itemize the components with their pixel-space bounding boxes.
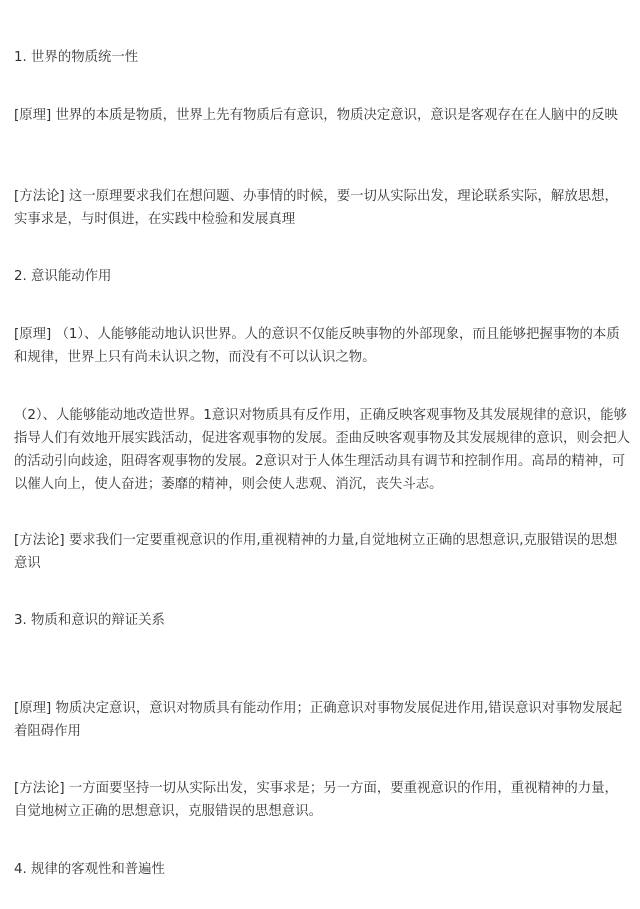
- section-3-heading: 3. 物质和意识的辩证关系: [14, 613, 165, 628]
- section-2-heading: 2. 意识能动作用: [14, 269, 112, 284]
- section-2-method: [方法论] 要求我们一定要重视意识的作用,重视精神的力量,自觉地树立正确的思想意识,克服错误的思想意识: [14, 533, 618, 571]
- section-2-principle-2: （2）、人能够能动地改造世界。1意识对物质具有反作用，正确反映客观事物及其发展规律的意识，能够指导人们有效地开展实践活动，促进客观事物的发展。歪曲反映客观事物及其发展规律的意识，则会把人的活动引向歧途，阻碍客观事物的发展。2意识对于人体生理活动具有调节和控制作用。高昂的精神，可以催人向上，使人奋进；萎靡的精神，则会使人悲观、消沉，丧失斗志。: [14, 408, 630, 492]
- section-3-principle: [原理] 物质决定意识，意识对物质具有能动作用；正确意识对事物发展促进作用,错误意识对事物发展起着阻碍作用: [14, 701, 623, 739]
- section-1-heading: 1. 世界的物质统一性: [14, 50, 139, 65]
- section-1-method: [方法论] 这一原理要求我们在想问题、办事情的时候，要一切从实际出发，理论联系实际，解放思想，实事求是，与时俱进，在实践中检验和发展真理: [14, 189, 618, 227]
- section-3-method: [方法论] 一方面要坚持一切从实际出发，实事求是；另一方面，要重视意识的作用，重视精神的力量，自觉地树立正确的思想意识，克服错误的思想意识。: [14, 781, 618, 819]
- section-2-principle: [原理] （1）、人能够能动地认识世界。人的意识不仅能反映事物的外部现象，而且能够把握事物的本质和规律，世界上只有尚未认识之物，而没有不可以认识之物。: [14, 327, 620, 365]
- section-4-heading: 4. 规律的客观性和普遍性: [14, 862, 165, 877]
- section-1-principle: [原理] 世界的本质是物质，世界上先有物质后有意识，物质决定意识，意识是客观存在在人脑中的反映: [14, 108, 618, 123]
